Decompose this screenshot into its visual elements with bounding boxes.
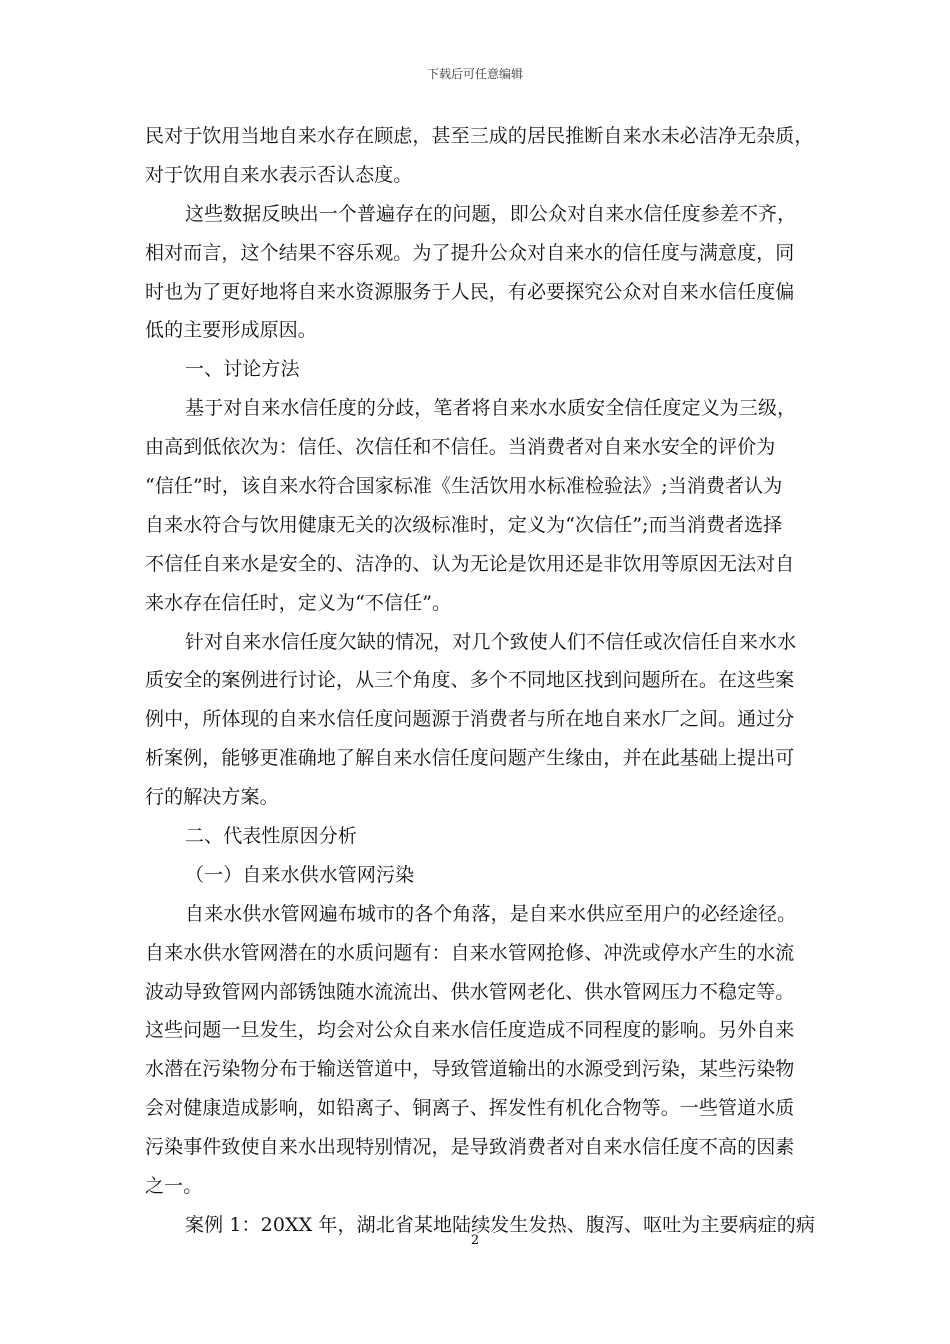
paragraph-start-line: 基于对自来水信任度的分歧，笔者将自来水水质安全信任度定义为三级，: [185, 397, 797, 420]
text-line: 自来水符合与饮用健康无关的次级标准时，定义为“次信任”;而当消费者选择: [145, 513, 783, 536]
text-line: 例中，所体现的自来水信任度问题源于消费者与所在地自来水厂之间。通过分: [145, 708, 795, 731]
text-line: 相对而言，这个结果不容乐观。为了提升公众对自来水的信任度与满意度，同: [145, 241, 795, 264]
text-line: 析案例，能够更准确地了解自来水信任度问题产生缘由，并在此基础上提出可: [145, 747, 795, 770]
text-line: 低的主要形成原因。: [145, 319, 317, 342]
text-line: 水潜在污染物分布于输送管道中，导致管道输出的水源受到污染，某些污染物: [145, 1058, 795, 1081]
text-line: 行的解决方案。: [145, 786, 279, 809]
section-heading: 一、讨论方法: [185, 358, 300, 381]
text-line: 质安全的案例进行讨论，从三个角度、多个不同地区找到问题所在。在这些案: [145, 669, 795, 692]
paragraph-start-line: 自来水供水管网遍布城市的各个角落，是自来水供应至用户的必经途径。: [185, 902, 797, 925]
document-body: [145, 117, 815, 1245]
text-line: “信任”时，该自来水符合国家标准《生活饮用水标准检验法》;当消费者认为: [145, 475, 783, 498]
paragraph-start-line: 这些数据反映出一个普遍存在的问题，即公众对自来水信任度参差不齐，: [185, 202, 797, 225]
text-line: 自来水供水管网潜在的水质问题有：自来水管网抢修、冲洗或停水产生的水流: [145, 941, 795, 964]
paragraph-start-line: 案例 1：20XX 年，湖北省某地陆续发生发热、腹泻、呕吐为主要病症的病: [185, 1213, 815, 1236]
text-line: 时也为了更好地将自来水资源服务于人民，有必要探究公众对自来水信任度偏: [145, 280, 795, 303]
page-header: 下载后可任意编辑: [426, 67, 523, 81]
subsection-heading: （一）自来水供水管网污染: [185, 863, 415, 886]
text-line: 这些问题一旦发生，均会对公众自来水信任度造成不同程度的影响。另外自来: [145, 1019, 795, 1042]
text-line: 由高到低依次为：信任、次信任和不信任。当消费者对自来水安全的评价为: [145, 436, 776, 459]
text-line: 污染事件致使自来水出现特别情况，是导致消费者对自来水信任度不高的因素: [145, 1136, 795, 1159]
section-heading: 二、代表性原因分析: [185, 825, 357, 848]
text-line: 民对于饮用当地自来水存在顾虑，甚至三成的居民推断自来水未必洁净无杂质，: [145, 125, 814, 147]
text-line: 不信任自来水是安全的、洁净的、认为无论是饮用还是非饮用等原因无法对自: [145, 552, 795, 575]
text-line: 波动导致管网内部锈蚀随水流流出、供水管网老化、供水管网压力不稳定等。: [145, 980, 795, 1003]
text-line: 会对健康造成影响，如铅离子、铜离子、挥发性有机化合物等。一些管道水质: [145, 1097, 795, 1120]
paragraph-start-line: 针对自来水信任度欠缺的情况，对几个致使人们不信任或次信任自来水水: [185, 630, 797, 653]
text-line: 来水存在信任时，定义为“不信任”。: [145, 591, 452, 614]
text-line: 之一。: [145, 1175, 203, 1198]
text-line: 对于饮用自来水表示否认态度。: [145, 163, 413, 186]
page-number: 2: [470, 1233, 480, 1248]
